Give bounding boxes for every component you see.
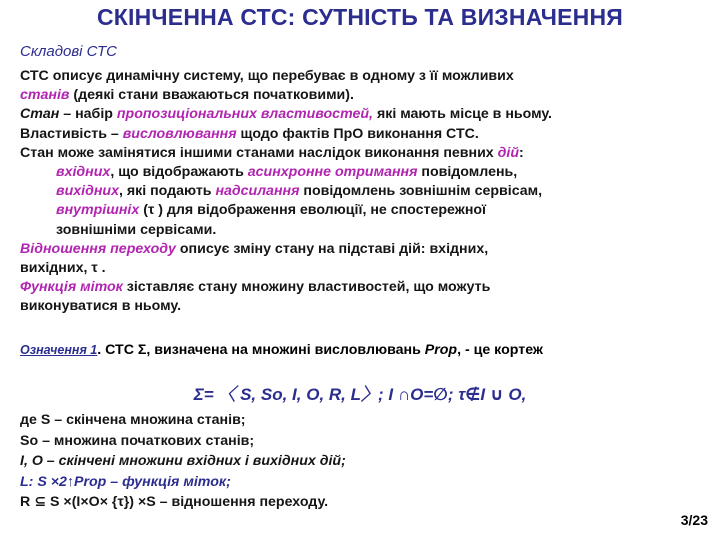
tuple-formula: Σ= 〈 S, So, I, O, R, L〉; I ∩O=∅; τ∉I ∪ O, bbox=[193, 385, 527, 404]
definition-line: Означення 1. СТС Σ, визначена на множині висловлювань Prop, - це кортеж bbox=[20, 342, 543, 358]
paragraph-12: виконуватися в ньому. bbox=[20, 298, 182, 315]
paragraph-10: вихідних, τ . bbox=[20, 260, 106, 277]
definition-item-r: R ⊆ S ×(I×O× {τ}) ×S – відношення переходу. bbox=[20, 494, 329, 510]
definition-item-s: де S – скінчена множина станів; bbox=[20, 412, 246, 428]
definition-item-io: I, O – скінчені множини вхідних і вихідних дій; bbox=[20, 453, 346, 469]
paragraph-9: Відношення переходу описує зміну стану на підставі дій: вхідних, bbox=[20, 240, 489, 257]
body-text bbox=[20, 67, 620, 317]
paragraph-1-cont: станів (деякі стани вважаються початковими). bbox=[20, 87, 354, 104]
paragraph-7: внутрішніх (τ ) для відображення еволюції, не спостережної bbox=[56, 202, 487, 219]
paragraph-8: зовнішніми сервісами. bbox=[56, 221, 217, 238]
definitions-list bbox=[20, 410, 640, 513]
paragraph-11: Функція міток зіставляє стану множину властивостей, що можуть bbox=[20, 279, 491, 296]
slide-title: СКІНЧЕННА СТС: СУТНІСТЬ ТА ВИЗНАЧЕННЯ bbox=[96, 4, 624, 30]
section-subtitle: Складові СТС bbox=[20, 43, 118, 60]
paragraph-6: вихідних, які подають надсилання повідомлень зовнішнім сервісам, bbox=[56, 183, 543, 200]
paragraph-1: СТС описує динамічну систему, що перебуває в одному з її можливих bbox=[20, 68, 514, 84]
definition-label: Означення 1 bbox=[20, 343, 98, 357]
paragraph-3: Властивість – висловлювання щодо фактів ПрО виконання СТС. bbox=[20, 125, 479, 142]
paragraph-5: вхідних, що відображають асинхронне отримання повідомлень, bbox=[56, 164, 518, 181]
paragraph-4: Стан може замінятися іншими станами наслідок виконання певних дій: bbox=[20, 144, 524, 161]
paragraph-2: Стан – набір пропозиціональних властивостей, які мають місце в ньому. bbox=[20, 106, 552, 123]
page-number: 3/23 bbox=[680, 512, 708, 528]
definition-item-so: So – множина початкових станів; bbox=[20, 432, 255, 449]
definition-item-l: L: S ×2↑Prop – функція міток; bbox=[20, 473, 231, 490]
